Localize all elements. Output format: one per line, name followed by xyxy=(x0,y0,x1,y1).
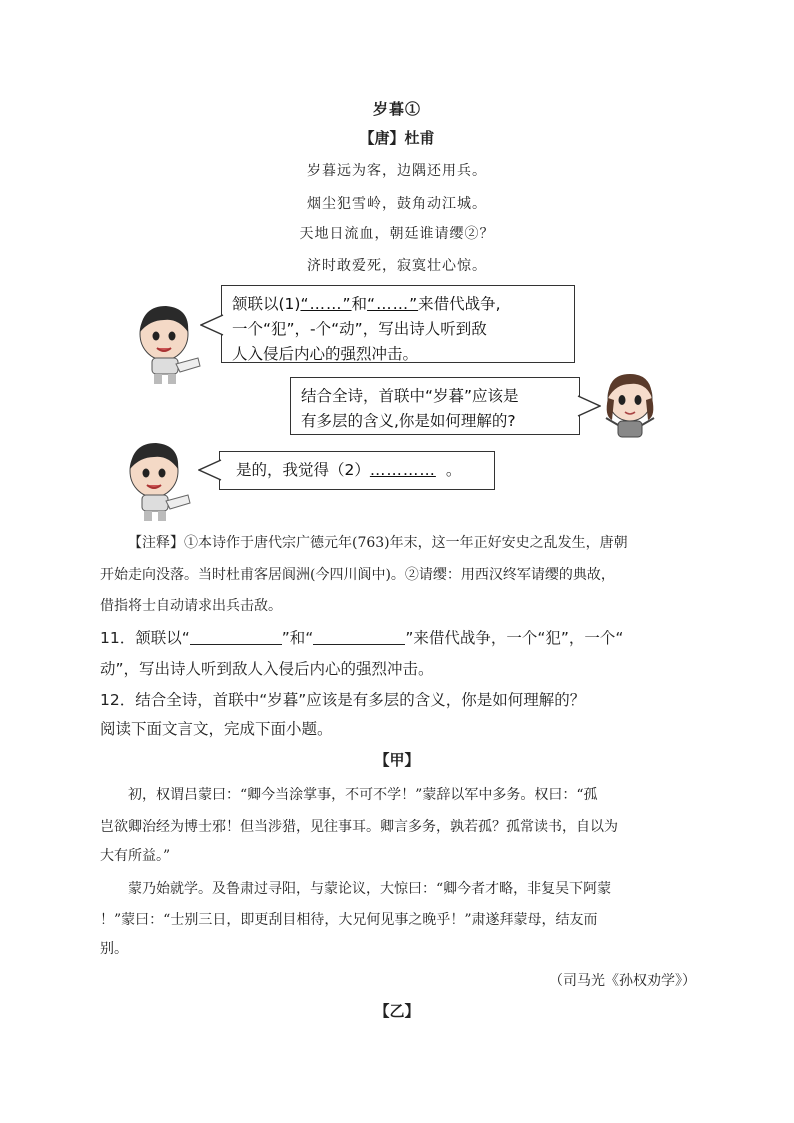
speech-bubble-girl xyxy=(290,377,580,435)
answer-blank[interactable] xyxy=(313,628,405,645)
bubble-text: 是的，我觉得（2） xyxy=(236,461,370,479)
question-text: ”和“ xyxy=(281,629,314,647)
poem-line: 岁暮远为客，边隅还用兵。 xyxy=(307,163,487,179)
poem-line: 济时敢爱死，寂寞壮心惊。 xyxy=(307,258,487,274)
notes-line: 【注释】①本诗作于唐代宗广德元年(763)年末，这一年正好安史之乱发生，唐朝 xyxy=(128,535,628,551)
bubble-text: 。 xyxy=(445,461,462,479)
poem-line: 烟尘犯雪岭，鼓角动江城。 xyxy=(307,196,487,212)
section-jia-title: 【甲】 xyxy=(374,751,420,769)
passage-line: 岂欲卿治经为博士邪！但当涉猎，见往事耳。卿言多务，孰若孤？孤常读书，自以为 xyxy=(100,819,618,835)
answer-blank[interactable] xyxy=(190,628,282,645)
bubble-text: 颔联以(1) xyxy=(232,295,301,313)
passage-line: 大有所益。” xyxy=(100,848,171,864)
passage-line: 别。 xyxy=(100,941,128,957)
speech-bubble-boy-1 xyxy=(221,285,575,363)
passage-line: ！”蒙曰：“士别三日，即更刮目相待，大兄何见事之晚乎！”肃遂拜蒙母，结友而 xyxy=(100,912,598,928)
question-12: 12．结合全诗，首联中“岁暮”应该是有多层的含义，你是如何理解的？ xyxy=(100,691,586,709)
question-text: 11．颔联以“ xyxy=(100,629,190,647)
speech-bubble-boy-2 xyxy=(219,451,495,490)
bubble-text: 和 xyxy=(351,295,368,313)
bubble-tail xyxy=(200,314,224,336)
girl-avatar xyxy=(600,370,662,442)
boy-avatar xyxy=(118,437,196,523)
bubble-text: 来借代战争, xyxy=(418,295,501,313)
poem-author: 【唐】杜甫 xyxy=(359,129,435,147)
bubble-text: 有多层的含义,你是如何理解的? xyxy=(301,412,516,430)
poem-title: 岁暮① xyxy=(372,100,421,118)
passage-source: （司马光《孙权劝学》） xyxy=(549,973,696,989)
dots-blank: “……” xyxy=(300,295,352,313)
passage-line: 蒙乃始就学。及鲁肃过寻阳，与蒙论议，大惊曰：“卿今者才略，非复吴下阿蒙 xyxy=(128,881,612,897)
reading-instruction: 阅读下面文言文，完成下面小题。 xyxy=(100,720,333,738)
dots-blank: ………… xyxy=(369,461,436,479)
poem-line: 天地日流血，朝廷谁请缨②？ xyxy=(299,226,495,242)
passage-line: 初，权谓吕蒙曰：“卿今当涂掌事，不可不学！”蒙辞以军中多务。权曰：“孤 xyxy=(128,787,598,803)
bubble-tail xyxy=(577,395,601,417)
dots-blank: “……” xyxy=(367,295,419,313)
bubble-text: 结合全诗，首联中“岁暮”应该是 xyxy=(301,387,519,405)
bubble-tail xyxy=(198,459,222,481)
notes-line: 借指将士自动请求出兵击敌。 xyxy=(100,598,282,614)
question-11 xyxy=(100,623,700,653)
boy-avatar xyxy=(128,298,206,386)
question-text: ”来借代战争，一个“犯”，一个“ xyxy=(405,629,624,647)
question-11-cont: 动”，写出诗人听到敌人入侵后内心的强烈冲击。 xyxy=(100,660,434,678)
bubble-text: 人入侵后内心的强烈冲击。 xyxy=(232,345,419,363)
notes-line: 开始走向没落。当时杜甫客居阆洲(今四川阆中)。②请缨：用西汉终军请缨的典故， xyxy=(100,567,615,583)
bubble-text: 一个“犯”，-个“动”，写出诗人听到敌 xyxy=(232,320,487,338)
section-yi-title: 【乙】 xyxy=(374,1002,420,1020)
